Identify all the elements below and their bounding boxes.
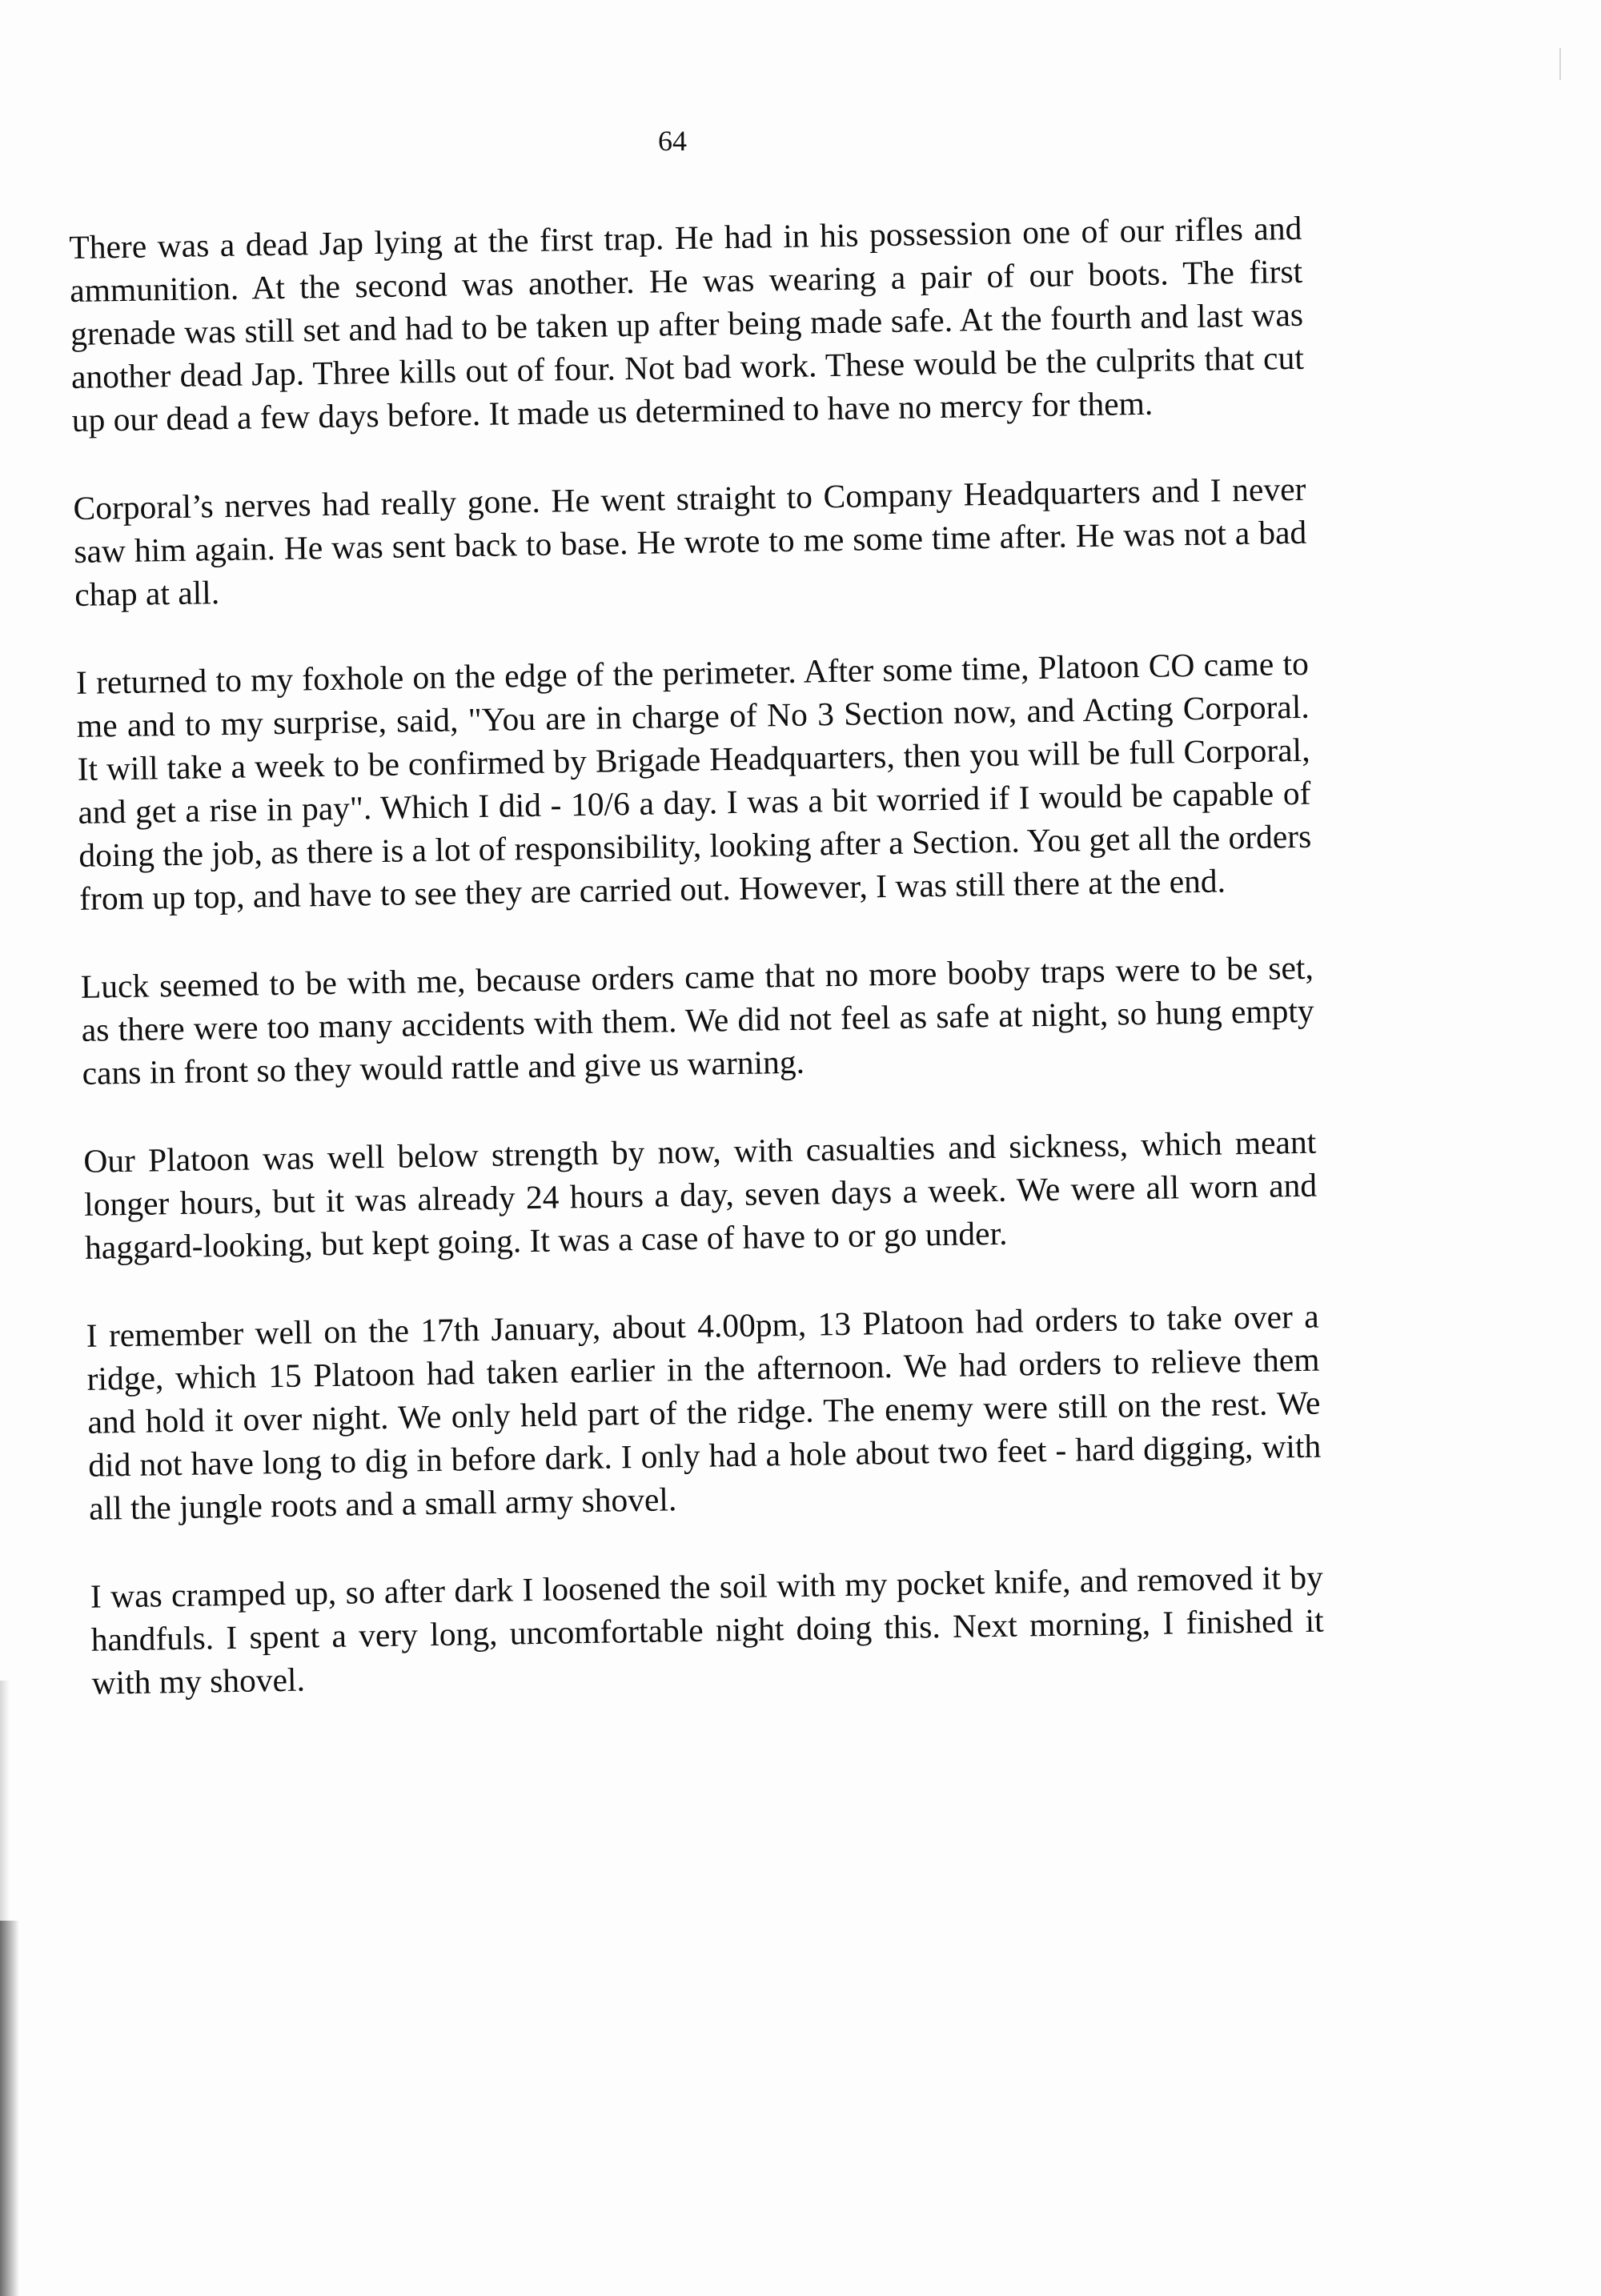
paragraph-5: Our Platoon was well below strength by now, with casualties and sickness, which meant longer hours, but it was already 24 hours a day, seven days a week. We were all worn and haggard-looking, but kept going. It was a case of have to or go under.: [83, 1123, 1318, 1266]
paragraph-1: There was a dead Jap lying at the first trap. He had in his possession one of our rifles and ammunition. At the second was another. He was wearing a pair of our boots. The first grenade was still set and had to be taken up after being made safe. At the fourth and last was another dead Jap. Three kills out of four. Not bad work. These would be the culprits that cut up our dead a few days before. It made us determined to have no mercy for them.: [69, 209, 1305, 439]
paragraph-3: I returned to my foxhole on the edge of the perimeter. After some time, Platoon CO came to me and to my surprise, said, "You are in charge of No 3 Section now, and Acting Corporal. It will take a week to be confirmed by Brigade Headquarters, then you will be full Corporal, and get a rise in pay". Which I did - 10/6 a day. I was a bit worried if I would be capable of doing the job, as there is a lot of responsibility, looking after a Section. You get all the orders from up top, and have to see they are carried out. However, I was still there at the end.: [75, 644, 1312, 917]
page-number: 64: [658, 125, 687, 157]
paragraph-7: I was cramped up, so after dark I loosened the soil with my pocket knife, and removed it by handfuls. I spent a very long, uncomfortable night doing this. Next morning, I finished it with my shovel.: [90, 1558, 1324, 1701]
paragraph-6: I remember well on the 17th January, about 4.00pm, 13 Platoon had orders to take over a ridge, which 15 Platoon had taken earlier in the afternoon. We had orders to relieve them and hold it over night. We only held part of the ridge. The enemy were still on the rest. We did not have long to dig in before dark. I only had a hole about two feet - hard digging, with all the jungle roots and a small army shovel.: [86, 1297, 1322, 1527]
body-text: [69, 206, 1326, 1749]
scan-edge-shadow: [0, 1921, 19, 2296]
scan-edge-mark: [1559, 48, 1561, 80]
paragraph-2: Corporal’s nerves had really gone. He went straight to Company Headquarters and I never saw him again. He was sent back to base. He wrote to me some time after. He was not a bad chap at all.: [73, 470, 1307, 613]
scan-edge-shadow-faint: [0, 1681, 10, 1921]
paragraph-4: Luck seemed to be with me, because orders came that no more booby traps were to be set, as there were too many accidents with them. We did not feel as safe at night, so hung empty cans in front so they would rattle and give us warning.: [80, 948, 1314, 1092]
